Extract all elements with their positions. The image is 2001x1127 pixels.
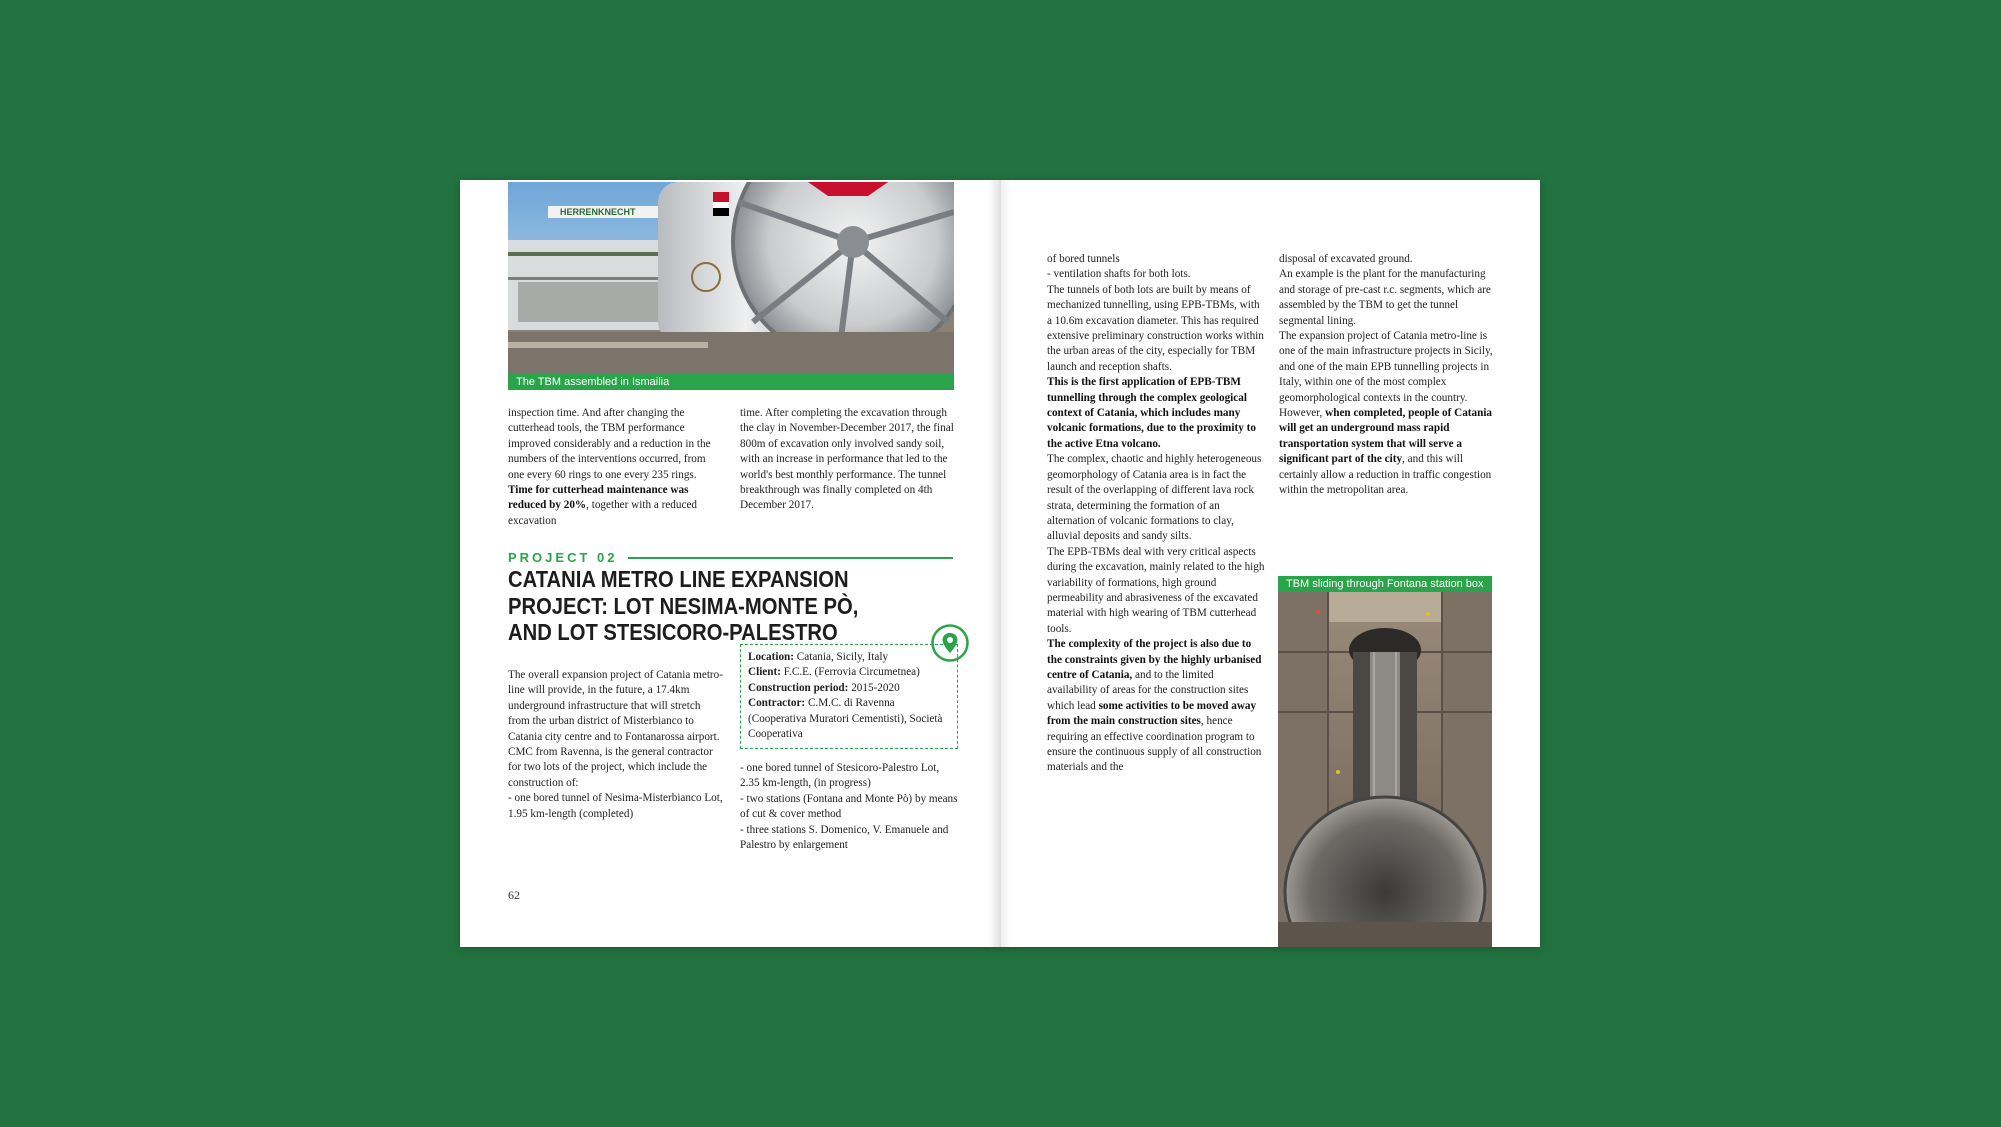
paragraph: The overall expansion project of Catania metro-line will provide, in the future, a 17.4km underground infrastructure that will stretch from the urban district of Misterbianco to Catania city centre and to Fontanarossa airport.: [508, 669, 723, 743]
herrenknecht-sign: HERRENKNECHT: [560, 207, 636, 217]
text-column-3: [1047, 252, 1265, 776]
tbm-assembly-image: [508, 182, 954, 374]
text-column-2: [740, 406, 958, 514]
list-item: - three stations S. Domenico, V. Emanuele and Palestro by enlargement: [740, 823, 949, 852]
project-label-rule: [628, 557, 953, 559]
paragraph: inspection time. And after changing the cutterhead tools, the TBM performance improved considerably and a reduction in the numbers of the interventions occurred, from one every 60 rings to one every 235 rings. Time for cutterhead maintenance was reduced by 20%, together with a reduced excavation: [508, 407, 711, 527]
photo-caption: TBM sliding through Fontana station box: [1278, 576, 1492, 592]
project-title: CATANIA METRO LINE EXPANSION PROJECT: LOT NESIMA-MONTE PÒ, AND LOT STESICORO-PALESTRO: [508, 566, 859, 645]
right-page: [1000, 180, 1540, 947]
tunnel-station-image: [1278, 592, 1492, 947]
left-page: [460, 180, 1000, 947]
project-label: PROJECT 02: [508, 550, 618, 565]
body-column-1: [508, 668, 724, 822]
text-column-1: [508, 406, 724, 529]
paragraph: - one bored tunnel of Nesima-Misterbianco Lot, 1.95 km-length (completed): [508, 792, 723, 820]
magazine-spread: [460, 180, 1540, 947]
paragraph: The complex, chaotic and highly heterogeneous geomorphology of Catania area is in fact the result of the overlapping of different lava rock strata, determining the formation of an alternation of volcanic formations to clay, alluvial deposits and sandy silts.: [1047, 453, 1262, 543]
page-gutter: [988, 180, 1012, 947]
paragraph: The expansion project of Catania metro-line is one of the main infrastructure projects in Sicily, and one of the main EPB tunnelling projects in Italy, within one of the most complex geomorphological contexts in the country.: [1279, 330, 1493, 404]
paragraph: CMC from Ravenna, is the general contractor for two lots of the project, which include the construction of:: [508, 746, 713, 789]
client-row: Client: F.C.E. (Ferrovia Circumetnea): [748, 666, 920, 679]
paragraph: An example is the plant for the manufacturing and storage of pre-cast r.c. segments, which are assembled by the TBM to get the tunnel segmental lining.: [1279, 268, 1491, 327]
photo-caption: The TBM assembled in Ismailia: [508, 374, 954, 390]
paragraph: The EPB-TBMs deal with very critical aspects during the excavation, mainly related to the high variability of formations, high ground permeability and abrasiveness of the excavated material with high wearing of TBM cutterhead tools.: [1047, 545, 1265, 635]
page-number: 62: [508, 888, 520, 902]
text-column-4: [1279, 252, 1497, 499]
paragraph: of bored tunnels: [1047, 253, 1120, 265]
tunnel-station-photo: [1278, 592, 1492, 947]
paragraph: However, when completed, people of Catania will get an underground mass rapid transportation system that will serve a significant part of the city, and this will certainly allow a reduction in traffic congestion within the metropolitan area.: [1279, 407, 1493, 497]
contractor-row: Contractor: C.M.C. di Ravenna (Cooperativa Muratori Cementisti), Società Cooperativa: [748, 697, 943, 741]
paragraph: This is the first application of EPB-TBM tunnelling through the complex geological context of Catania, which includes many volcanic formations, due to the proximity to the active Etna volcano.: [1047, 376, 1256, 450]
paragraph: The tunnels of both lots are built by means of mechanized tunnelling, using EPB-TBMs, with a 10.6m excavation diameter. This has required extensive preliminary construction works within the urban areas of the city, especially for TBM launch and reception shafts.: [1047, 283, 1264, 373]
paragraph: time. After completing the excavation through the clay in November-December 2017, the final 800m of excavation only involved sandy soil, with an increase in performance that led to the world's best monthly performance. The tunnel breakthrough was finally completed on 4th December 2017.: [740, 407, 954, 512]
paragraph: The complexity of the project is also due to the constraints given by the highly urbanised centre of Catania, and to the limited availability of areas for the construction sites which lead some activities to be moved away from the main construction sites, hence requiring an effective coordination program to ensure the continuous supply of all construction materials and the: [1047, 638, 1262, 774]
list-item: - two stations (Fontana and Monte Pò) by means of cut & cover method: [740, 792, 958, 821]
location-row: Location: Catania, Sicily, Italy: [748, 651, 889, 663]
body-column-2: [740, 761, 958, 853]
tbm-assembly-photo: [508, 182, 954, 374]
list-item: - one bored tunnel of Stesicoro-Palestro Lot, 2.35 km-length, (in progress): [740, 762, 940, 790]
period-row: Construction period: 2015-2020: [748, 681, 900, 694]
project-info-box: [740, 644, 958, 749]
paragraph: disposal of excavated ground.: [1279, 253, 1413, 265]
paragraph: - ventilation shafts for both lots.: [1047, 268, 1191, 281]
